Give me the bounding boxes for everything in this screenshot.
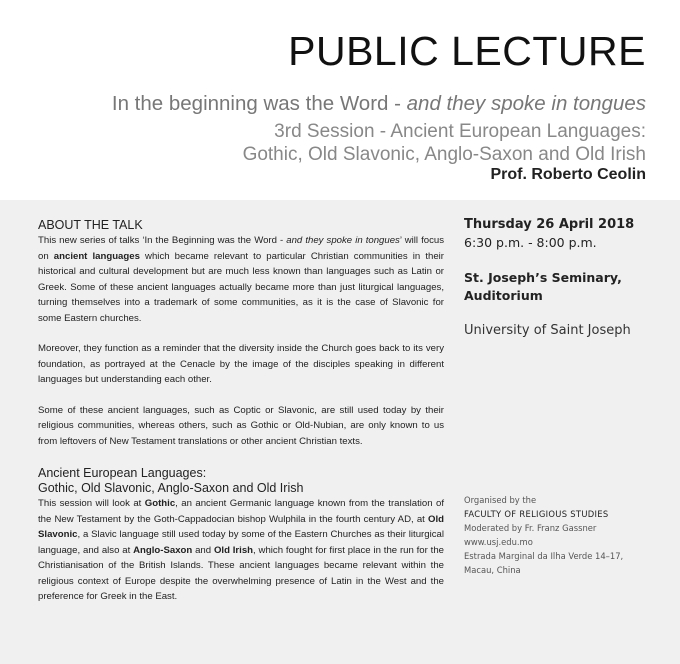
organiser-intro: Organised by the bbox=[464, 495, 537, 505]
venue-line-2: Auditorium bbox=[464, 288, 543, 303]
website-link[interactable]: www.usj.edu.mo bbox=[464, 537, 533, 547]
session-heading-2: Gothic, Old Slavonic, Anglo-Saxon and Old Irish bbox=[38, 481, 304, 495]
venue-line-1: St. Joseph’s Seminary, bbox=[464, 270, 622, 285]
about-p1-text-b: ’ will focus on bbox=[38, 235, 445, 262]
about-paragraph-2: Moreover, they function as a reminder that the diversity inside the Church goes back to its very foundation, as portrayed at the Cenacle by the image of the disciples speaking in different languages but understanding each other. bbox=[38, 343, 444, 385]
about-p1-bold: ancient languages bbox=[53, 250, 140, 262]
session-heading-1: Ancient European Languages: bbox=[38, 466, 207, 480]
page-title: PUBLIC LECTURE bbox=[288, 28, 646, 74]
about-p1-text-c: which became relevant to particular Christian communities in their historical and cultural development but are much less known than languages such as Latin or Greek. Some of these ancient languages actually became more than just liturgical languages, turning themselves into a trademark of some communities, as it is the case of Slavonic for some Eastern churches. bbox=[38, 250, 444, 324]
session-bold-old-slavonic: Old Slavonic bbox=[38, 513, 444, 540]
lecture-series-title bbox=[112, 92, 646, 116]
organiser-info bbox=[464, 493, 664, 577]
moderator: Moderated by Fr. Franz Gassner bbox=[464, 523, 597, 533]
session-languages: Gothic, Old Slavonic, Anglo-Saxon and Old Irish bbox=[242, 144, 646, 165]
description-column bbox=[38, 218, 444, 605]
session-text-1: This session will look at bbox=[38, 498, 145, 509]
session-title: 3rd Session - Ancient European Languages: bbox=[274, 121, 646, 142]
series-title-italic: and they spoke in tongues bbox=[406, 92, 646, 115]
header bbox=[0, 0, 680, 200]
about-p1-text-a: This new series of talks ‘In the Beginning was the Word - bbox=[38, 235, 287, 246]
speaker-name: Prof. Roberto Ceolin bbox=[490, 166, 646, 183]
session-text-5: , which fought for first place in the run for the Christianisation of the British Islands. These ancient languages became relevant within the religious context of Europe despite the overwhelming presence of Latin in the West and the preference for Greek in the East. bbox=[38, 544, 445, 602]
session-paragraph bbox=[38, 496, 444, 605]
address-line-2: Macau, China bbox=[464, 565, 521, 575]
event-venue bbox=[464, 269, 664, 305]
about-heading: ABOUT THE TALK bbox=[38, 218, 143, 232]
session-bold-old-irish: Old Irish bbox=[213, 544, 254, 556]
session-text-3: , a Slavic language still used today by some of the Eastern Churches as their liturgical language, and also at bbox=[38, 529, 444, 556]
session-bold-anglo-saxon: Anglo-Saxon bbox=[133, 544, 193, 556]
session-text-4: and bbox=[192, 544, 214, 556]
session-bold-gothic: Gothic bbox=[144, 498, 176, 509]
session-text-2: , an ancient Germanic language known from the translation of the New Testament by the Goth-Cappadocian bishop Wulphila in the fourth century AD, at bbox=[38, 498, 444, 525]
about-paragraph-1 bbox=[38, 233, 444, 326]
address-line-1: Estrada Marginal da Ilha Verde 14–17, bbox=[464, 551, 624, 561]
event-time: 6:30 p.m. - 8:00 p.m. bbox=[464, 235, 597, 250]
university-name: University of Saint Joseph bbox=[464, 323, 631, 338]
series-title-main: In the beginning was the Word - bbox=[111, 92, 407, 115]
about-p1-italic: and they spoke in tongues bbox=[286, 235, 400, 246]
event-details bbox=[464, 216, 664, 340]
about-paragraph-3: Some of these ancient languages, such as Coptic or Slavonic, are still used today by their religious communities, whereas others, such as Gothic or Old-Nubian, are only known to us from leftovers of New Testament translations or other ancient Christian texts. bbox=[38, 404, 444, 447]
faculty-name: FACULTY OF RELIGIOUS STUDIES bbox=[464, 509, 609, 519]
event-date: Thursday 26 April 2018 bbox=[464, 217, 635, 232]
